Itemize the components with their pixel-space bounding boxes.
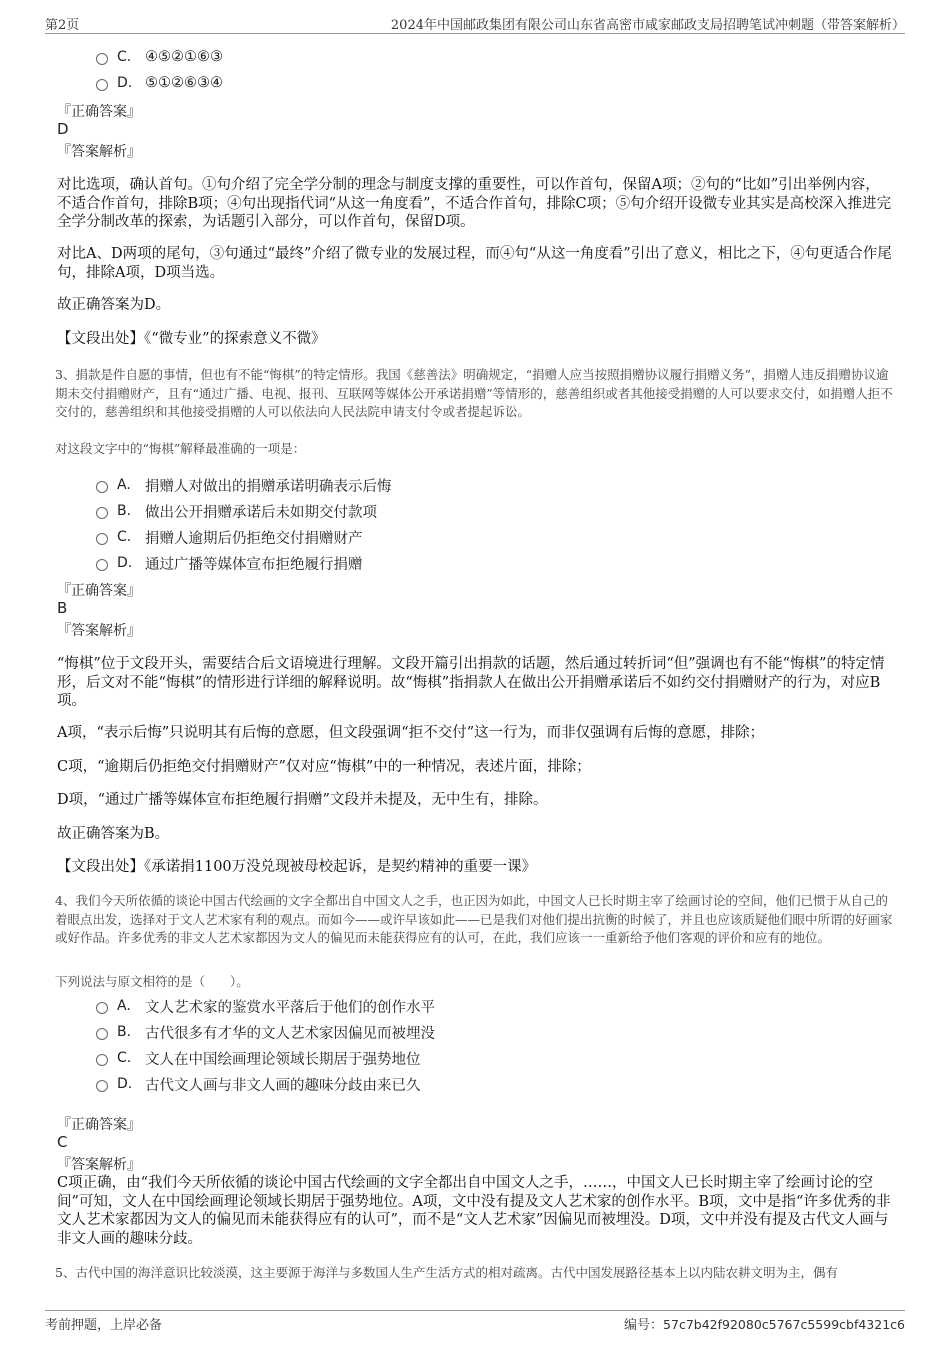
footer-code — [624, 1314, 905, 1333]
q3-option-b[interactable]: B. 做出公开捐赠承诺后未如期交付款项 — [96, 500, 377, 522]
q3-option-d[interactable]: D. 通过广播等媒体宣布拒绝履行捐赠 — [96, 552, 363, 574]
q4-option-a[interactable]: A. 文人艺术家的鉴赏水平落后于他们的创作水平 — [96, 995, 435, 1017]
q5-stem: 5、古代中国的海洋意识比较淡漠，这主要源于海洋与多数国人生产生活方式的相对疏离。古代中国发展路径基本上以内陆农耕文明为主，偶有 — [55, 1265, 838, 1280]
q4-question: 下列说法与原文相符的是（ ）。 — [55, 974, 249, 989]
q3-analysis-label: 『答案解析』 — [57, 623, 141, 639]
radio-icon[interactable] — [96, 1028, 108, 1040]
q3-analysis-p5: 故正确答案为B。 — [57, 826, 170, 842]
q4-option-d[interactable]: D. 古代文人画与非文人画的趣味分歧由来已久 — [96, 1073, 421, 1095]
q2-answer: D — [57, 120, 69, 138]
q3-answer-label: 『正确答案』 — [57, 583, 141, 599]
q3-analysis-p4: D项，“通过广播等媒体宣布拒绝履行捐赠”文段并未提及，无中生有，排除。 — [57, 792, 548, 808]
footer-slogan: 考前押题，上岸必备 — [45, 1318, 163, 1333]
q4-answer: C — [57, 1133, 68, 1151]
document-title: 2024年中国邮政集团有限公司山东省高密市咸家邮政支局招聘笔试冲刺题（带答案解析） — [390, 18, 905, 33]
radio-icon[interactable] — [96, 1080, 108, 1092]
q2-analysis-p1: 对比选项，确认首句。①句介绍了完全学分制的理念与制度支撑的重要性，可以作首句，保留A项；②句的“比如”引出举例内容，不适合作首句，排除B项；④句出现指代词“从这一角度看”，不适合作首句，排除C项；⑤句介绍开设微专业其实是高校深入推进完全学分制改革的探索，为话题引入部分，可以作首句，保留D项。 — [57, 177, 892, 230]
q3-analysis-p1: “悔棋”位于文段开头，需要结合后文语境进行理解。文段开篇引出捐款的话题，然后通过转折词“但”强调也有不能“悔棋”的特定情形，后文对不能“悔棋”的情形进行详细的解释说明。故“悔棋”指捐款人在做出公开捐赠承诺后不如约交付捐赠财产的行为，对应B项。 — [57, 656, 885, 709]
q4-option-b[interactable]: B. 古代很多有才华的文人艺术家因偏见而被埋没 — [96, 1021, 435, 1043]
q2-source: 【文段出处】《“微专业”的探索意义不微》 — [57, 331, 326, 347]
q4-analysis: C项正确，由“我们今天所依循的谈论中国古代绘画的文字全都出自中国文人之手，……，中国文人已长时期主宰了绘画讨论的空间”可知，文人在中国绘画理论领域长期居于强势地位。A项，文中没有提及文人艺术家的创作水平。B项，文中是指“许多优秀的非文人艺术家都因为文人的偏见而未能获得应有的认可”，而不是“文人艺术家”因偏见而被埋没。D项，文中并没有提及古代文人画与非文人画的趣味分歧。 — [57, 1175, 891, 1247]
q4-stem: 4、我们今天所依循的谈论中国古代绘画的文字全都出自中国文人之手，也正因为如此，中国文人已长时期主宰了绘画讨论的空间，他们已惯于从自己的着眼点出发，选择对于文人艺术家有利的观点。而如今——或许早该如此——已是我们对他们提出抗衡的时候了，并且也应该质疑他们眼中所谓的好画家或好作品。许多优秀的非文人艺术家都因为文人的偏见而未能获得应有的认可，在此，我们应该一一重新给予他们客观的评价和应有的地位。 — [55, 893, 893, 945]
q3-source: 【文段出处】《承诺捐1100万没兑现被母校起诉，是契约精神的重要一课》 — [57, 859, 537, 875]
header-divider — [45, 33, 905, 34]
footer-divider — [45, 1310, 905, 1311]
footer-code-label: 编号： — [624, 1318, 664, 1333]
q3-question: 对这段文字中的“悔棋”解释最准确的一项是： — [55, 441, 306, 456]
q2-analysis-label: 『答案解析』 — [57, 144, 141, 160]
q3-analysis-p2: A项，“表示后悔”只说明其有后悔的意愿，但文段强调“拒不交付”这一行为，而非仅强调有后悔的意愿，排除； — [57, 725, 765, 741]
q2-option-d[interactable]: D. ⑤①②⑥③④ — [96, 72, 223, 94]
q3-answer: B — [57, 599, 68, 617]
radio-icon[interactable] — [96, 507, 108, 519]
q4-answer-label: 『正确答案』 — [57, 1117, 141, 1133]
page-number: 第2页 — [45, 18, 80, 33]
radio-icon[interactable] — [96, 79, 108, 91]
q2-answer-label: 『正确答案』 — [57, 104, 141, 120]
footer-code-value: 57c7b42f92080c5767c5599cbf4321c6 — [663, 1317, 905, 1332]
q3-option-a[interactable]: A. 捐赠人对做出的捐赠承诺明确表示后悔 — [96, 474, 392, 496]
radio-icon[interactable] — [96, 1002, 108, 1014]
radio-icon[interactable] — [96, 1054, 108, 1066]
q2-analysis-p3: 故正确答案为D。 — [57, 297, 171, 313]
radio-icon[interactable] — [96, 559, 108, 571]
q3-option-c[interactable]: C. 捐赠人逾期后仍拒绝交付捐赠财产 — [96, 526, 363, 548]
q3-stem: 3、捐款是件自愿的事情，但也有不能“悔棋”的特定情形。我国《慈善法》明确规定，“捐赠人应当按照捐赠协议履行捐赠义务”，捐赠人违反捐赠协议逾期未交付捐赠财产，且有“通过广播、电视、报刊、互联网等媒体公开承诺捐赠”等情形的，慈善组织或者其他接受捐赠的人可以要求交付，如捐赠人拒不交付的，慈善组织和其他接受捐赠的人可以依法向人民法院申请支付令或者提起诉讼。 — [55, 367, 893, 419]
radio-icon[interactable] — [96, 481, 108, 493]
radio-icon[interactable] — [96, 533, 108, 545]
q4-analysis-label: 『答案解析』 — [57, 1157, 141, 1173]
q2-option-c[interactable]: C. ④⑤②①⑥③ — [96, 46, 223, 68]
q2-analysis-p2: 对比A、D两项的尾句，③句通过“最终”介绍了微专业的发展过程，而④句“从这一角度看”引出了意义，相比之下，④句更适合作尾句，排除A项，D项当选。 — [57, 246, 892, 281]
q3-analysis-p3: C项，“逾期后仍拒绝交付捐赠财产”仅对应“悔棋”中的一种情况，表述片面，排除； — [57, 759, 591, 775]
q4-option-c[interactable]: C. 文人在中国绘画理论领域长期居于强势地位 — [96, 1047, 421, 1069]
radio-icon[interactable] — [96, 53, 108, 65]
